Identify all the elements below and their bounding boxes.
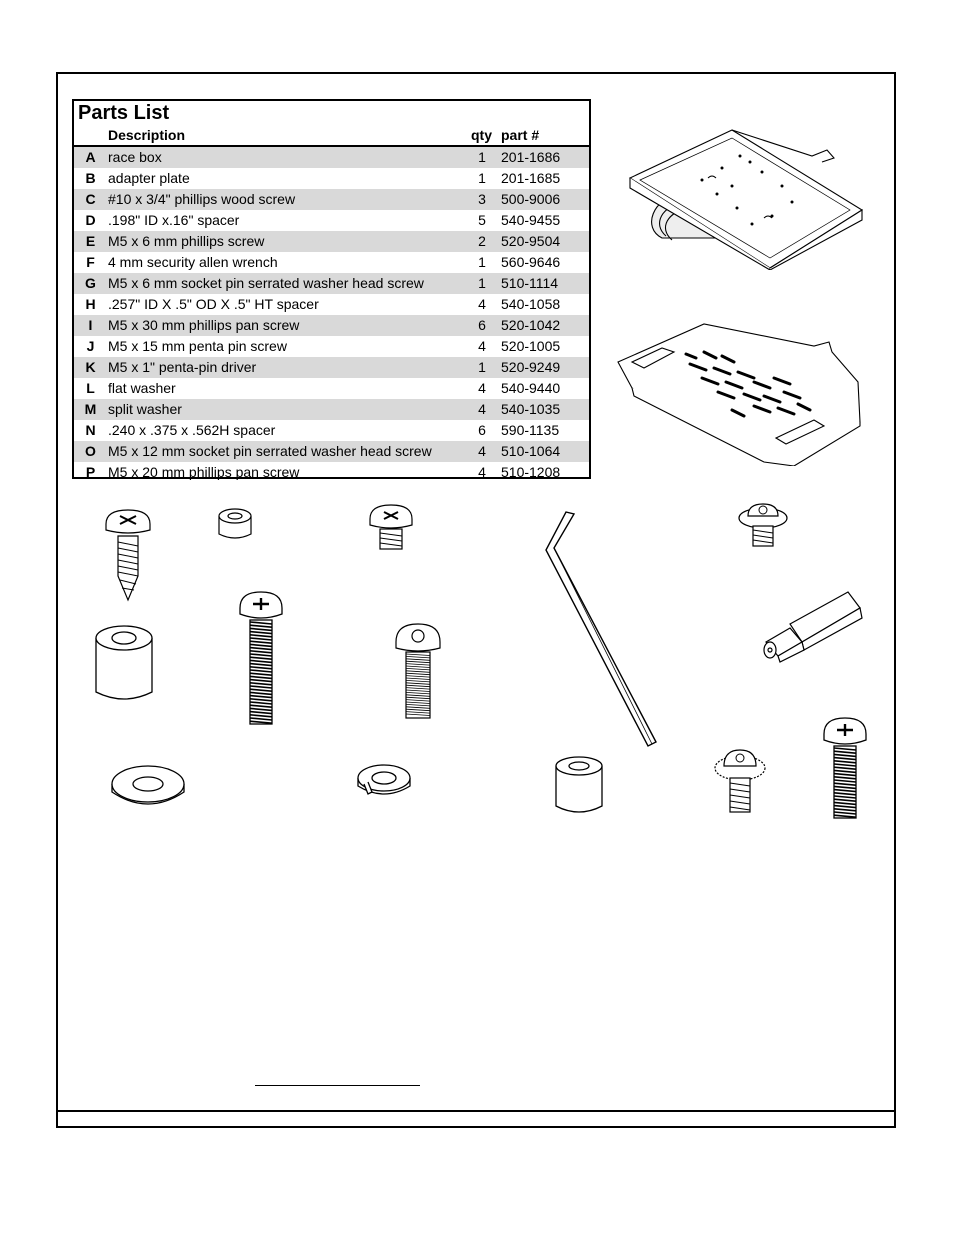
- part-qty: 4: [478, 401, 486, 417]
- part-qty: 5: [478, 212, 486, 228]
- part-number: 520-9504: [501, 233, 561, 249]
- part-qty: 1: [478, 254, 486, 270]
- pan-screw-long-illustration: [236, 590, 286, 728]
- column-header-qty: qty: [471, 127, 492, 143]
- signature-line: [255, 1085, 420, 1086]
- part-number: 540-1058: [501, 296, 561, 312]
- part-letter: B: [85, 170, 96, 186]
- part-letter: C: [85, 191, 96, 207]
- parts-row: [74, 168, 589, 189]
- parts-row: [74, 210, 589, 231]
- part-qty: 6: [478, 317, 486, 333]
- part-letter: K: [85, 359, 96, 375]
- part-qty: 2: [478, 233, 486, 249]
- parts-row: [74, 147, 589, 168]
- part-number: 540-9440: [501, 380, 561, 396]
- part-description: flat washer: [108, 380, 176, 396]
- part-description: .198" ID x.16" spacer: [108, 212, 240, 228]
- part-letter: J: [86, 338, 95, 354]
- part-description: split washer: [108, 401, 182, 417]
- part-letter: L: [86, 380, 95, 396]
- part-qty: 4: [478, 380, 486, 396]
- parts-list-title: Parts List: [78, 102, 170, 124]
- part-number: 201-1685: [501, 170, 561, 186]
- parts-row: [74, 252, 589, 273]
- parts-row: [74, 315, 589, 336]
- part-number: 520-1005: [501, 338, 561, 354]
- part-number: 510-1114: [501, 275, 559, 291]
- part-number: 590-1135: [501, 422, 560, 438]
- part-letter: E: [85, 233, 96, 249]
- part-letter: M: [84, 401, 97, 417]
- part-number: 520-9249: [501, 359, 561, 375]
- part-number: 510-1208: [501, 464, 561, 480]
- footer-divider: [56, 1110, 896, 1112]
- part-description: adapter plate: [108, 170, 190, 186]
- parts-row: [74, 357, 589, 378]
- parts-row: [74, 399, 589, 420]
- part-number: 540-9455: [501, 212, 561, 228]
- parts-row: [74, 189, 589, 210]
- phillips-screw-short-illustration: [366, 503, 416, 553]
- part-qty: 4: [478, 296, 486, 312]
- adapter-plate-illustration: [614, 322, 864, 466]
- serrated-washer-screw-12mm-illustration: [712, 746, 768, 816]
- part-description: M5 x 1" penta-pin driver: [108, 359, 257, 375]
- parts-row: [74, 420, 589, 441]
- part-letter: A: [85, 149, 96, 165]
- part-qty: 1: [478, 170, 486, 186]
- part-qty: 1: [478, 149, 486, 165]
- spacer-medium-illustration: [552, 754, 606, 818]
- penta-pin-driver-illustration: [760, 588, 866, 664]
- part-letter: F: [86, 254, 95, 270]
- part-letter: I: [88, 317, 93, 333]
- part-letter: P: [85, 464, 96, 480]
- parts-rows: [74, 147, 589, 483]
- wood-screw-illustration: [100, 506, 156, 602]
- flat-washer-illustration: [108, 762, 188, 814]
- part-qty: 4: [478, 443, 486, 459]
- part-letter: O: [85, 443, 96, 459]
- part-description: .257" ID X .5" OD X .5" HT spacer: [108, 296, 319, 312]
- part-number: 520-1042: [501, 317, 561, 333]
- part-description: M5 x 15 mm penta pin screw: [108, 338, 287, 354]
- part-description: .240 x .375 x .562H spacer: [108, 422, 276, 438]
- spacer-small-illustration: [216, 506, 254, 544]
- part-letter: N: [85, 422, 96, 438]
- part-number: 510-1064: [501, 443, 561, 459]
- parts-row: [74, 294, 589, 315]
- allen-wrench-illustration: [542, 508, 666, 750]
- split-washer-illustration: [354, 760, 414, 804]
- spacer-tall-illustration: [92, 622, 156, 704]
- parts-row: [74, 462, 589, 483]
- part-description: M5 x 12 mm socket pin serrated washer head screw: [108, 443, 432, 459]
- part-description: #10 x 3/4" phillips wood screw: [108, 191, 296, 207]
- part-number: 560-9646: [501, 254, 561, 270]
- part-letter: D: [85, 212, 96, 228]
- part-description: 4 mm security allen wrench: [108, 254, 278, 270]
- part-qty: 4: [478, 464, 486, 480]
- column-header-part: part #: [501, 127, 540, 143]
- part-description: M5 x 6 mm phillips screw: [108, 233, 265, 249]
- part-qty: 3: [478, 191, 486, 207]
- race-box-illustration: [622, 128, 868, 270]
- part-qty: 1: [478, 275, 486, 291]
- part-qty: 6: [478, 422, 486, 438]
- pan-screw-20mm-illustration: [820, 716, 870, 822]
- parts-list-table: [72, 99, 591, 479]
- part-number: 500-9006: [501, 191, 561, 207]
- parts-row: [74, 273, 589, 294]
- part-description: M5 x 6 mm socket pin serrated washer head screw: [108, 275, 424, 291]
- parts-row: [74, 441, 589, 462]
- part-description: M5 x 20 mm phillips pan screw: [108, 464, 300, 480]
- part-description: M5 x 30 mm phillips pan screw: [108, 317, 300, 333]
- serrated-washer-screw-illustration: [736, 500, 790, 550]
- column-header-description: Description: [108, 127, 186, 143]
- part-letter: H: [85, 296, 96, 312]
- parts-row: [74, 336, 589, 357]
- part-qty: 1: [478, 359, 486, 375]
- part-qty: 4: [478, 338, 486, 354]
- parts-row: [74, 231, 589, 252]
- part-description: race box: [108, 149, 162, 165]
- part-number: 201-1686: [501, 149, 561, 165]
- part-letter: G: [85, 275, 96, 291]
- part-number: 540-1035: [501, 401, 561, 417]
- penta-pin-screw-illustration: [392, 622, 444, 722]
- parts-row: [74, 378, 589, 399]
